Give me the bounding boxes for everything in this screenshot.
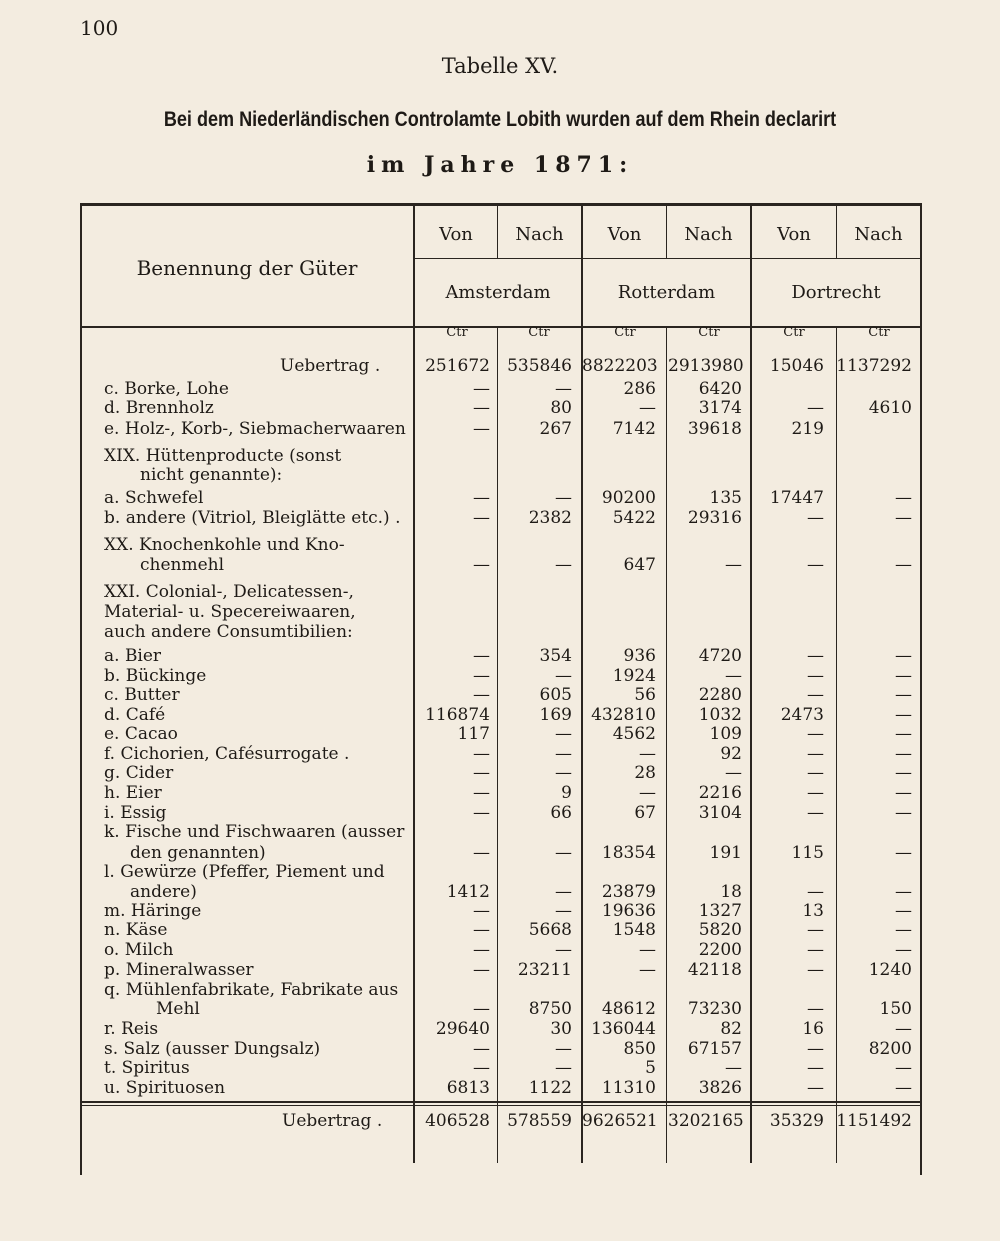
cell-value: —	[807, 940, 824, 960]
row-label: Uebertrag .	[280, 356, 381, 376]
cell-value: —	[473, 666, 490, 686]
footer-row	[80, 1111, 922, 1131]
cell-value: 3174	[698, 398, 742, 418]
cell-value: 90200	[601, 488, 656, 508]
cell-value: —	[473, 555, 490, 575]
row-32	[80, 1019, 922, 1039]
row-21	[80, 803, 922, 823]
row-label: Material- u. Specereiwaaren,	[104, 602, 356, 622]
cell-value: —	[639, 960, 656, 980]
row-label: auch andere Consumtibilien:	[104, 622, 353, 642]
cell-value: —	[639, 940, 656, 960]
cell-value: —	[555, 1039, 572, 1059]
cell-value: 2280	[698, 685, 742, 705]
row-label: a. Bier	[104, 646, 162, 666]
cell-value: —	[725, 555, 742, 575]
cell-value: 251672	[425, 356, 490, 376]
row-30	[80, 980, 922, 1000]
row-33	[80, 1039, 922, 1059]
row-18	[80, 744, 922, 764]
cell-value: 3826	[698, 1078, 742, 1098]
cell-value: —	[807, 508, 824, 528]
row-label: nicht genannte):	[140, 465, 283, 485]
header-von-1: Von	[439, 224, 473, 245]
row-8	[80, 535, 922, 555]
cell-value: —	[807, 999, 824, 1019]
cell-value: —	[555, 724, 572, 744]
cell-value: —	[473, 1039, 490, 1059]
cell-value: 2200	[698, 940, 742, 960]
cell-value: —	[473, 419, 490, 439]
unit-label: Ctr	[528, 325, 550, 340]
table-subtitle: Bei dem Niederländischen Controlamte Lobith wurden auf dem Rhein declarirt	[163, 108, 837, 131]
cell-value: —	[807, 920, 824, 940]
cell-value: 1032	[698, 705, 742, 725]
cell-value: 8822203	[582, 356, 658, 376]
cell-value: —	[555, 763, 572, 783]
row-6	[80, 488, 922, 508]
cell-value: 3202165	[668, 1111, 744, 1131]
cell-value: 1924	[612, 666, 656, 686]
row-31	[80, 999, 922, 1019]
cell-value: 30	[550, 1019, 572, 1039]
cell-value: 73230	[687, 999, 742, 1019]
cell-value: —	[807, 744, 824, 764]
row-34	[80, 1058, 922, 1078]
cell-value: 605	[539, 685, 572, 705]
cell-value: —	[895, 1058, 912, 1078]
cell-value: —	[895, 646, 912, 666]
cell-value: 4562	[612, 724, 656, 744]
cell-value: 169	[539, 705, 572, 725]
cell-value: —	[555, 379, 572, 399]
cell-value: —	[895, 1019, 912, 1039]
cell-value: 2913980	[668, 356, 744, 376]
cell-value: —	[473, 488, 490, 508]
cell-value: —	[895, 744, 912, 764]
cell-value: —	[473, 901, 490, 921]
row-23	[80, 843, 922, 863]
cell-value: —	[895, 1078, 912, 1098]
row-24	[80, 862, 922, 882]
cell-value: —	[895, 940, 912, 960]
cell-value: —	[895, 763, 912, 783]
cell-value: —	[555, 744, 572, 764]
cell-value: 578559	[507, 1111, 572, 1131]
cell-value: —	[555, 1058, 572, 1078]
cell-value: —	[555, 901, 572, 921]
cell-value: 432810	[591, 705, 656, 725]
row-label: k. Fische und Fischwaaren (ausser	[104, 822, 405, 842]
cell-value: 67	[634, 803, 656, 823]
cell-value: 8750	[528, 999, 572, 1019]
row-label: t. Spiritus	[104, 1058, 190, 1078]
cell-value: 219	[791, 419, 824, 439]
cell-value: —	[473, 960, 490, 980]
cell-value: —	[555, 882, 572, 902]
cell-value: —	[895, 901, 912, 921]
row-label: b. andere (Vitriol, Bleiglätte etc.) .	[104, 508, 401, 528]
header-nach-2: Nach	[684, 224, 733, 245]
cell-value: —	[807, 555, 824, 575]
cell-value: 7142	[612, 419, 656, 439]
cell-value: —	[895, 783, 912, 803]
cell-value: —	[555, 555, 572, 575]
cell-value: 286	[623, 379, 656, 399]
cell-value: 2382	[528, 508, 572, 528]
cell-value: 406528	[425, 1111, 490, 1131]
row-label: XX. Knochenkohle und Kno-	[104, 535, 345, 555]
goods-header: Benennung der Güter	[136, 256, 358, 280]
row-26	[80, 901, 922, 921]
cell-value: 1137292	[836, 356, 912, 376]
cell-value: 1412	[446, 882, 490, 902]
row-4	[80, 446, 922, 466]
cell-value: —	[473, 999, 490, 1019]
row-20	[80, 783, 922, 803]
cell-value: 29316	[687, 508, 742, 528]
cell-value: 116874	[425, 705, 490, 725]
cell-value: 23211	[517, 960, 572, 980]
row-29	[80, 960, 922, 980]
cell-value: —	[473, 920, 490, 940]
cell-value: 11310	[601, 1078, 656, 1098]
cell-value: 2216	[698, 783, 742, 803]
cell-value: 109	[709, 724, 742, 744]
cell-value: 115	[791, 843, 824, 863]
table-title: Tabelle XV.	[441, 54, 559, 78]
cell-value: 117	[457, 724, 490, 744]
cell-value: —	[473, 646, 490, 666]
cell-value: —	[807, 783, 824, 803]
cell-value: 29640	[435, 1019, 490, 1039]
row-0	[80, 356, 922, 376]
row-label: chenmehl	[140, 555, 225, 575]
cell-value: 23879	[601, 882, 656, 902]
cell-value: 13	[802, 901, 824, 921]
row-25	[80, 882, 922, 902]
cell-value: —	[895, 555, 912, 575]
cell-value: —	[807, 1039, 824, 1059]
cell-value: 5668	[528, 920, 572, 940]
row-label: XXI. Colonial-, Delicatessen-,	[104, 582, 354, 602]
cell-value: —	[807, 960, 824, 980]
cell-value: 35329	[769, 1111, 824, 1131]
cell-value: 2473	[780, 705, 824, 725]
cell-value: 150	[879, 999, 912, 1019]
row-3	[80, 419, 922, 439]
cell-value: —	[895, 920, 912, 940]
cell-value: 42118	[687, 960, 742, 980]
cell-value: —	[895, 685, 912, 705]
cell-value: —	[555, 488, 572, 508]
cell-value: 6813	[446, 1078, 490, 1098]
header-place-dortrecht: Dortrecht	[791, 282, 881, 303]
row-13	[80, 646, 922, 666]
cell-value: 3104	[698, 803, 742, 823]
cell-value: —	[807, 666, 824, 686]
row-28	[80, 940, 922, 960]
cell-value: —	[725, 666, 742, 686]
cell-value: —	[895, 508, 912, 528]
cell-value: —	[725, 763, 742, 783]
year-line: im Jahre 1871:	[366, 152, 634, 178]
row-label: r. Reis	[104, 1019, 159, 1039]
row-label: XIX. Hüttenproducte (sonst	[104, 446, 342, 466]
cell-value: 4720	[698, 646, 742, 666]
cell-value: —	[639, 398, 656, 418]
unit-label: Ctr	[783, 325, 805, 340]
row-label: c. Butter	[104, 685, 180, 705]
cell-value: —	[473, 744, 490, 764]
cell-value: —	[639, 744, 656, 764]
page-number: 100	[80, 16, 119, 40]
cell-value: —	[473, 1058, 490, 1078]
row-label: andere)	[130, 882, 197, 902]
cell-value: 82	[720, 1019, 742, 1039]
cell-value: —	[555, 940, 572, 960]
row-label: i. Essig	[104, 803, 167, 823]
cell-value: 1327	[698, 901, 742, 921]
cell-value: 9626521	[582, 1111, 658, 1131]
cell-value: 5422	[612, 508, 656, 528]
cell-value: —	[473, 783, 490, 803]
row-label: a. Schwefel	[104, 488, 204, 508]
cell-value: 17447	[769, 488, 824, 508]
cell-value: 647	[623, 555, 656, 575]
row-label: p. Mineralwasser	[104, 960, 254, 980]
row-label: u. Spirituosen	[104, 1078, 226, 1098]
row-11	[80, 602, 922, 622]
cell-value: 354	[539, 646, 572, 666]
row-label: Mehl	[156, 999, 200, 1019]
row-label: o. Milch	[104, 940, 174, 960]
cell-value: 67157	[687, 1039, 742, 1059]
row-15	[80, 685, 922, 705]
cell-value: —	[807, 398, 824, 418]
row-label: b. Bückinge	[104, 666, 207, 686]
cell-value: —	[807, 685, 824, 705]
cell-value: 92	[720, 744, 742, 764]
row-label: e. Holz-, Korb-, Siebmacherwaaren	[104, 419, 406, 439]
cell-value: —	[895, 803, 912, 823]
cell-value: 5	[645, 1058, 656, 1078]
cell-value: —	[895, 882, 912, 902]
cell-value: —	[473, 379, 490, 399]
cell-value: —	[639, 783, 656, 803]
row-label: d. Café	[104, 705, 166, 725]
cell-value: 5820	[698, 920, 742, 940]
row-14	[80, 666, 922, 686]
cell-value: 56	[634, 685, 656, 705]
row-12	[80, 622, 922, 642]
header-nach-3: Nach	[854, 224, 903, 245]
cell-value: —	[473, 843, 490, 863]
header-place-rotterdam: Rotterdam	[617, 282, 716, 303]
row-label: den genannten)	[130, 843, 266, 863]
row-19	[80, 763, 922, 783]
cell-value: 4610	[868, 398, 912, 418]
row-5	[80, 465, 922, 485]
cell-value: 15046	[769, 356, 824, 376]
row-label: g. Cider	[104, 763, 174, 783]
cell-value: 9	[561, 783, 572, 803]
cell-value: 135	[709, 488, 742, 508]
unit-label: Ctr	[698, 325, 720, 340]
cell-value: —	[807, 724, 824, 744]
cell-value: —	[807, 1058, 824, 1078]
row-27	[80, 920, 922, 940]
row-22	[80, 822, 922, 842]
cell-value: 39618	[687, 419, 742, 439]
cell-value: 16	[802, 1019, 824, 1039]
cell-value: 1548	[612, 920, 656, 940]
cell-value: —	[473, 803, 490, 823]
cell-value: 8200	[868, 1039, 912, 1059]
cell-value: —	[555, 843, 572, 863]
row-label: Uebertrag .	[282, 1111, 383, 1131]
cell-value: —	[473, 685, 490, 705]
cell-value: —	[807, 882, 824, 902]
cell-value: —	[473, 508, 490, 528]
cell-value: —	[807, 763, 824, 783]
row-1	[80, 379, 922, 399]
header-von-3: Von	[777, 224, 811, 245]
cell-value: 136044	[591, 1019, 656, 1039]
cell-value: 80	[550, 398, 572, 418]
row-label: l. Gewürze (Pfeffer, Piement und	[104, 862, 385, 882]
cell-value: —	[725, 1058, 742, 1078]
cell-value: 1151492	[836, 1111, 912, 1131]
row-7	[80, 508, 922, 528]
row-label: h. Eier	[104, 783, 162, 803]
row-16	[80, 705, 922, 725]
cell-value: 1240	[868, 960, 912, 980]
cell-value: —	[555, 666, 572, 686]
header-von-2: Von	[607, 224, 642, 245]
row-label: m. Häringe	[104, 901, 202, 921]
row-label: c. Borke, Lohe	[104, 379, 229, 399]
row-9	[80, 555, 922, 575]
cell-value: —	[807, 646, 824, 666]
cell-value: —	[473, 763, 490, 783]
unit-label: Ctr	[446, 325, 468, 340]
cell-value: 6420	[698, 379, 742, 399]
row-17	[80, 724, 922, 744]
cell-value: 28	[634, 763, 656, 783]
cell-value: —	[895, 666, 912, 686]
cell-value: 66	[550, 803, 572, 823]
cell-value: 191	[709, 843, 742, 863]
cell-value: —	[895, 724, 912, 744]
cell-value: —	[895, 488, 912, 508]
cell-value: —	[895, 705, 912, 725]
cell-value: 936	[623, 646, 656, 666]
cell-value: 18354	[601, 843, 656, 863]
row-label: d. Brennholz	[104, 398, 214, 418]
cell-value: 535846	[507, 356, 572, 376]
row-label: q. Mühlenfabrikate, Fabrikate aus	[104, 980, 399, 1000]
cell-value: —	[473, 940, 490, 960]
row-10	[80, 582, 922, 602]
cell-value: 267	[539, 419, 572, 439]
cell-value: —	[473, 398, 490, 418]
row-label: e. Cacao	[104, 724, 178, 744]
row-label: f. Cichorien, Cafésurrogate .	[104, 744, 350, 764]
cell-value: 1122	[528, 1078, 572, 1098]
unit-label: Ctr	[868, 325, 890, 340]
cell-value: 19636	[601, 901, 656, 921]
unit-label: Ctr	[614, 325, 636, 340]
cell-value: —	[895, 843, 912, 863]
cell-value: 48612	[601, 999, 656, 1019]
row-label: n. Käse	[104, 920, 168, 940]
row-label: s. Salz (ausser Dungsalz)	[104, 1039, 321, 1059]
cell-value: —	[807, 1078, 824, 1098]
header-place-amsterdam: Amsterdam	[445, 282, 551, 303]
row-35	[80, 1078, 922, 1098]
cell-value: 850	[623, 1039, 656, 1059]
cell-value: —	[807, 803, 824, 823]
cell-value: 18	[720, 882, 742, 902]
header-nach-1: Nach	[515, 224, 564, 245]
row-2	[80, 398, 922, 418]
